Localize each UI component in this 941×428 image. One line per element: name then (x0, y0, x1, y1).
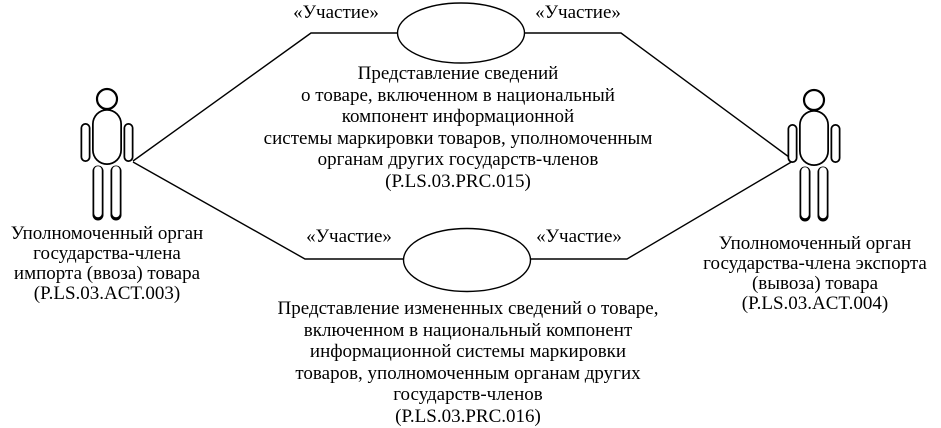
label-line: товаров, уполномоченным органам других (295, 362, 641, 384)
actor-body-fill (793, 125, 836, 215)
label-line: Представление измененных сведений о товаре, (277, 298, 659, 319)
label-line: (P.LS.03.PRC.015) (385, 170, 531, 192)
use-case-bottom-label (278, 298, 659, 427)
stereotype-label-top-right: «Участие» (535, 2, 621, 23)
use-case-ellipse-top (398, 3, 525, 63)
use-case-ellipse-bottom (404, 229, 531, 292)
label-line: Представление сведений (357, 63, 559, 84)
label-line: системы маркировки товаров, уполномоченным (263, 127, 653, 149)
actor-left-label (11, 224, 203, 304)
stereotype-label-top-left: «Участие» (293, 2, 379, 23)
actor-head (804, 90, 824, 110)
label-line: органам других государств-членов (317, 149, 599, 170)
stereotype-label-bottom-right: «Участие» (536, 226, 622, 247)
label-line: (P.LS.03.ACT.003) (33, 283, 181, 304)
actor-body-fill (86, 124, 129, 214)
use-case-top-label (264, 63, 653, 192)
actor-figure-right (793, 90, 836, 216)
actor-right-label (703, 234, 927, 314)
label-line: о товаре, включенном в национальный (301, 84, 615, 106)
label-line: компонент информационной (341, 106, 575, 127)
label-line: государства-члена (33, 243, 181, 264)
label-line: (P.LS.03.PRC.016) (395, 405, 541, 427)
label-line: (вывоза) товара (751, 273, 879, 294)
label-line: Уполномоченный орган (10, 223, 204, 244)
stereotype-label-bottom-left: «Участие» (306, 226, 392, 247)
actor-head (97, 89, 117, 109)
label-line: Уполномоченный орган (718, 233, 912, 254)
label-line: (P.LS.03.ACT.004) (741, 293, 889, 314)
actor-figure-left (86, 89, 129, 215)
label-line: государств-членов (393, 384, 543, 405)
label-line: включенном в национальный компонент (303, 319, 633, 341)
label-line: импорта (ввоза) товара (13, 263, 201, 284)
label-line: государства-члена экспорта (703, 253, 927, 274)
label-line: информационной системы маркировки (309, 341, 627, 362)
